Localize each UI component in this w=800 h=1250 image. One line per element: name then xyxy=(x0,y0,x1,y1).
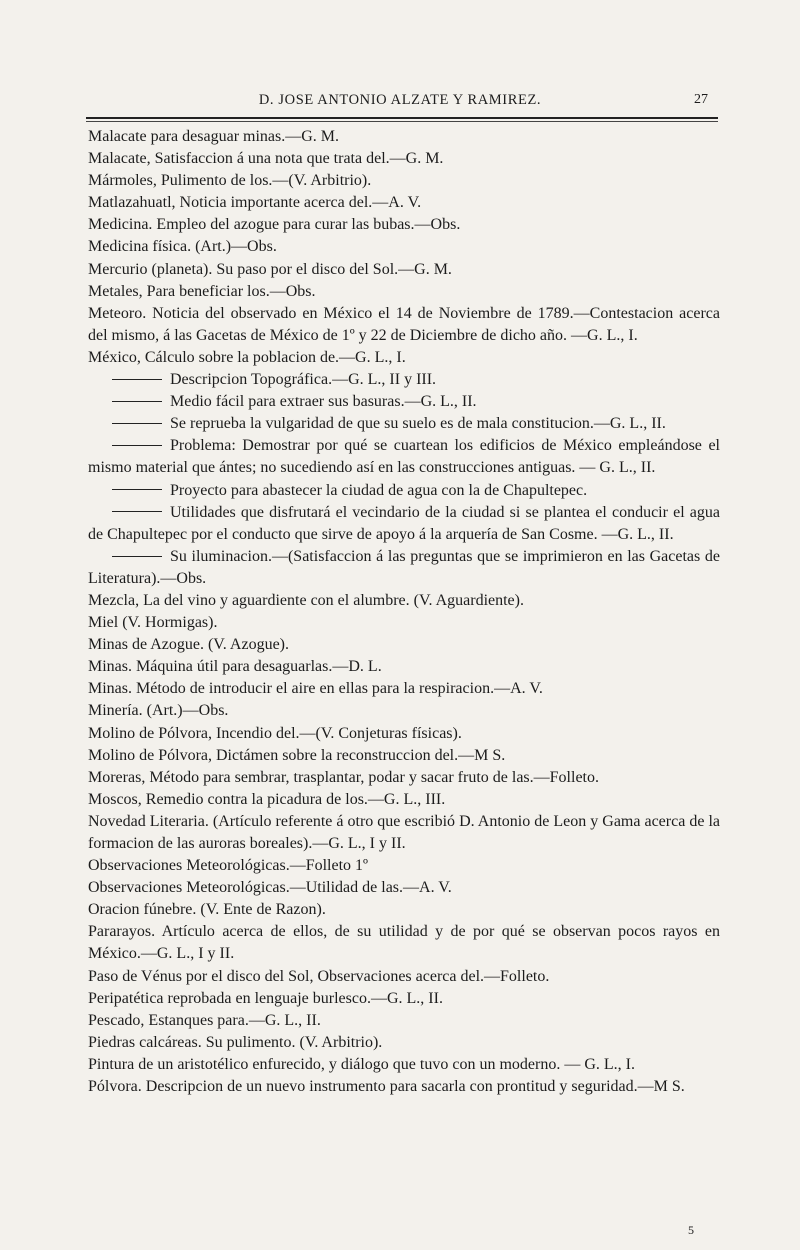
entry-text: Novedad Literaria. (Artículo referente á otro que escribió D. Antonio de Leon y Gama acerca de la formacion de las auroras boreales).—G. L., I y II. xyxy=(88,812,720,852)
index-subentry xyxy=(88,391,720,413)
entry-text: Problema: Demostrar por qué se cuartean los edificios de México empleándose el mismo material que ántes; no sucediendo así en las construcciones antiguas. — G. L., II. xyxy=(88,437,720,477)
entry-text: Moscos, Remedio contra la picadura de los.—G. L., III. xyxy=(88,790,446,808)
ditto-dash xyxy=(112,489,162,490)
index-entry xyxy=(88,192,720,214)
header-rule-thin xyxy=(86,121,718,122)
entry-text: Molino de Pólvora, Incendio del.—(V. Conjeturas físicas). xyxy=(88,724,462,742)
index-entry xyxy=(88,855,720,877)
entry-text: México, Cálculo sobre la poblacion de.—G. L., I. xyxy=(88,348,406,366)
index-entry xyxy=(88,678,720,700)
entry-text: Mezcla, La del vino y aguardiente con el alumbre. (V. Aguardiente). xyxy=(88,591,524,609)
ditto-dash xyxy=(112,423,162,424)
index-entry xyxy=(88,590,720,612)
entry-text: Utilidades que disfrutará el vecindario de la ciudad si se plantea el conducir el agua de Chapultepec por el conducto que sirve de apoyo á la arquería de San Cosme. —G. L., II. xyxy=(88,503,720,543)
index-entry xyxy=(88,988,720,1010)
index-subentry xyxy=(88,413,720,435)
page-number: 27 xyxy=(694,92,708,107)
index-entry xyxy=(88,634,720,656)
index-entry xyxy=(88,347,720,369)
index-entry xyxy=(88,1054,720,1076)
index-entry xyxy=(88,303,720,347)
index-entry xyxy=(88,789,720,811)
index-entry xyxy=(88,236,720,258)
index-subentry xyxy=(88,369,720,391)
index-entry xyxy=(88,259,720,281)
index-entry xyxy=(88,1076,720,1098)
index-entry xyxy=(88,148,720,170)
entry-text: Oracion fúnebre. (V. Ente de Razon). xyxy=(88,901,326,919)
entry-text: Molino de Pólvora, Dictámen sobre la reconstruccion del.—M S. xyxy=(88,746,506,764)
entry-text: Medicina. Empleo del azogue para curar las bubas.—Obs. xyxy=(88,216,461,234)
entry-text: Observaciones Meteorológicas.—Folleto 1º xyxy=(88,857,369,875)
entry-text: Minas. Máquina útil para desaguarlas.—D. L. xyxy=(88,658,382,676)
index-subentry xyxy=(88,502,720,546)
index-entry xyxy=(88,1032,720,1054)
index-entry xyxy=(88,214,720,236)
index-entry xyxy=(88,921,720,965)
entry-text: Medicina física. (Art.)—Obs. xyxy=(88,238,277,256)
index-subentry xyxy=(88,435,720,479)
entry-text: Proyecto para abastecer la ciudad de agua con la de Chapultepec. xyxy=(170,481,588,499)
index-entry xyxy=(88,745,720,767)
entry-text: Mercurio (planeta). Su paso por el disco del Sol.—G. M. xyxy=(88,260,452,278)
index-entry xyxy=(88,281,720,303)
index-entry xyxy=(88,126,720,148)
index-entry xyxy=(88,170,720,192)
ditto-dash xyxy=(112,511,162,512)
entry-text: Su iluminacion.—(Satisfaccion á las preguntas que se imprimieron en las Gacetas de Literatura).—Obs. xyxy=(88,547,720,587)
running-head xyxy=(0,90,800,112)
signature-mark: 5 xyxy=(688,1223,694,1237)
entry-text: Miel (V. Hormigas). xyxy=(88,614,218,632)
index-subentry xyxy=(88,546,720,590)
entry-text: Minas. Método de introducir el aire en ellas para la respiracion.—A. V. xyxy=(88,680,543,698)
entry-text: Peripatética reprobada en lenguaje burlesco.—G. L., II. xyxy=(88,989,443,1007)
entry-text: Minas de Azogue. (V. Azogue). xyxy=(88,636,289,654)
index-entry xyxy=(88,612,720,634)
index-entry xyxy=(88,723,720,745)
ditto-dash xyxy=(112,556,162,557)
entry-text: Metales, Para beneficiar los.—Obs. xyxy=(88,282,316,300)
entry-text: Piedras calcáreas. Su pulimento. (V. Arbitrio). xyxy=(88,1033,383,1051)
entry-text: Paso de Vénus por el disco del Sol, Observaciones acerca del.—Folleto. xyxy=(88,967,550,985)
ditto-dash xyxy=(112,445,162,446)
entry-text: Mármoles, Pulimento de los.—(V. Arbitrio). xyxy=(88,172,372,190)
index-entry xyxy=(88,877,720,899)
index-entry xyxy=(88,1010,720,1032)
ditto-dash xyxy=(112,401,162,402)
index-entries xyxy=(88,126,720,1098)
entry-text: Malacate para desaguar minas.—G. M. xyxy=(88,128,340,145)
entry-text: Pescado, Estanques para.—G. L., II. xyxy=(88,1011,321,1029)
index-entry xyxy=(88,899,720,921)
index-entry xyxy=(88,767,720,789)
entry-text: Malacate, Satisfaccion á una nota que trata del.—G. M. xyxy=(88,150,444,168)
entry-text: Pólvora. Descripcion de un nuevo instrumento para sacarla con prontitud y seguridad.—M S. xyxy=(88,1078,685,1096)
entry-text: Meteoro. Noticia del observado en México el 14 de Noviembre de 1789.—Contestacion acerca del mismo, á las Gacetas de México de 1º y 22 de Diciembre de dicho año. —G. L., I. xyxy=(88,304,720,344)
entry-text: Descripcion Topográfica.—G. L., II y III. xyxy=(170,371,437,389)
entry-text: Pintura de un aristotélico enfurecido, y diálogo que tuvo con un moderno. — G. L., I. xyxy=(88,1055,635,1073)
index-entry xyxy=(88,700,720,722)
index-entry xyxy=(88,811,720,855)
entry-text: Observaciones Meteorológicas.—Utilidad de las.—A. V. xyxy=(88,879,452,897)
index-subentry xyxy=(88,480,720,502)
header-rule-thick xyxy=(86,117,718,119)
entry-text: Moreras, Método para sembrar, trasplantar, podar y sacar fruto de las.—Folleto. xyxy=(88,768,599,786)
running-title: D. JOSE ANTONIO ALZATE Y RAMIREZ. xyxy=(258,92,542,108)
entry-text: Pararayos. Artículo acerca de ellos, de su utilidad y de por qué se observan pocos rayos en México.—G. L., I y II. xyxy=(88,923,720,963)
entry-text: Matlazahuatl, Noticia importante acerca del.—A. V. xyxy=(88,194,422,212)
index-entry xyxy=(88,656,720,678)
index-entry xyxy=(88,966,720,988)
entry-text: Se reprueba la vulgaridad de que su suelo es de mala constitucion.—G. L., II. xyxy=(170,415,666,433)
ditto-dash xyxy=(112,379,162,380)
entry-text: Minería. (Art.)—Obs. xyxy=(88,702,229,720)
entry-text: Medio fácil para extraer sus basuras.—G. L., II. xyxy=(170,393,477,411)
